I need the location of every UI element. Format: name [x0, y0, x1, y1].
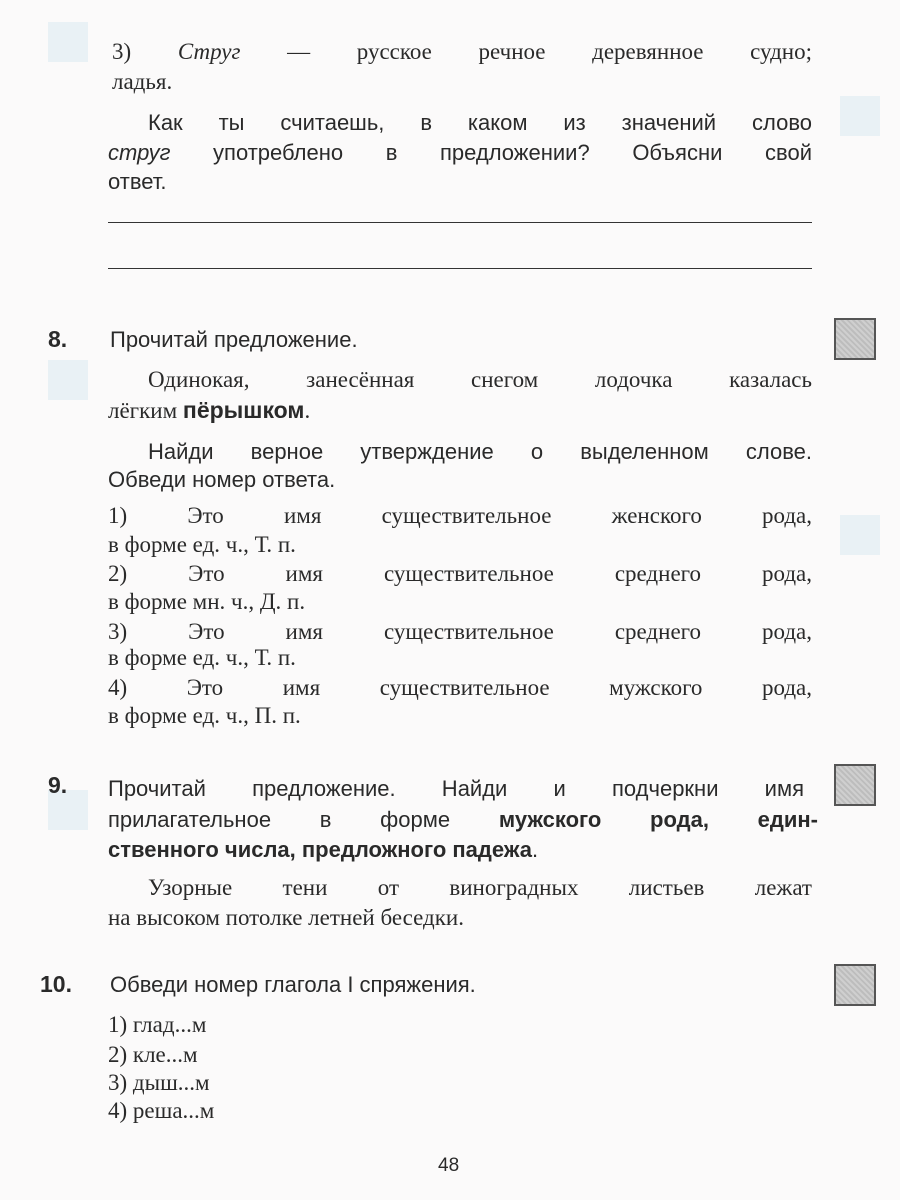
definition-3-line1: [112, 38, 812, 66]
sentence-line2: [108, 396, 310, 425]
verb-option-3[interactable]: 3) дыш...м: [108, 1070, 210, 1095]
instruction-bold: ственного числа, предложного падежа: [108, 837, 532, 862]
page-number: 48: [438, 1155, 460, 1176]
sentence-line1[interactable]: Узорные тени от виноградных листьев лежат: [148, 875, 812, 900]
definition-word: Струг: [177, 39, 241, 64]
task-instruction-line2: [108, 806, 818, 834]
task-number: 8.: [48, 326, 68, 352]
sentence-line1: Одинокая, занесённая снегом лодочка казалась: [148, 367, 812, 392]
bleed-through-box: [48, 360, 88, 400]
verb-option-4[interactable]: 4) реша...м: [108, 1098, 215, 1123]
task-instruction: Прочитай предложение.: [110, 327, 358, 352]
task-instruction-line1: Прочитай предложение. Найди и подчеркни имя: [108, 776, 804, 801]
sentence-text: лёгким: [108, 398, 178, 423]
sentence-end: .: [304, 398, 311, 423]
prompt-line1: Найди верное утверждение о выделенном слове.: [148, 439, 812, 464]
answer-option-2-cont[interactable]: в форме мн. ч., Д. п.: [108, 589, 306, 614]
task-instruction: Обведи номер глагола I спряжения.: [110, 972, 476, 997]
bleed-through-box: [840, 96, 880, 136]
task-number: 9.: [48, 772, 68, 798]
verb-option-1[interactable]: 1) глад...м: [108, 1012, 207, 1037]
question-word: струг: [108, 140, 171, 165]
task-instruction-line3: [108, 836, 538, 864]
answer-line[interactable]: [108, 268, 812, 269]
answer-option-3-cont[interactable]: в форме ед. ч., Т. п.: [108, 645, 296, 670]
instruction-end: .: [531, 837, 539, 862]
answer-option-1[interactable]: 1) Это имя существительное женского рода,: [108, 503, 812, 528]
question-line3: ответ.: [108, 169, 167, 194]
answer-option-1-cont[interactable]: в форме ед. ч., Т. п.: [108, 532, 296, 557]
question-line1: Как ты считаешь, в каком из значений слово: [148, 110, 812, 135]
highlighted-word: пёрышком: [182, 397, 305, 423]
score-box: [834, 964, 876, 1006]
prompt-line2: Обведи номер ответа.: [108, 467, 336, 492]
definition-text: — русское речное деревянное судно;: [287, 39, 812, 64]
answer-option-2[interactable]: 2) Это имя существительное среднего рода,: [108, 561, 812, 586]
score-box: [834, 764, 876, 806]
sentence-line2[interactable]: на высоком потолке летней беседки.: [108, 905, 464, 930]
instruction-bold: мужского рода, един-: [498, 807, 818, 832]
instruction-text: прилагательное в форме: [108, 807, 451, 832]
definition-number: 3): [112, 39, 132, 64]
question-line2: [108, 139, 812, 167]
task-number: 10.: [40, 971, 72, 997]
verb-option-2[interactable]: 2) кле...м: [108, 1042, 198, 1067]
question-text: употреблено в предложении? Объясни свой: [213, 140, 812, 165]
bleed-through-box: [840, 515, 880, 555]
bleed-through-box: [48, 22, 88, 62]
definition-3-line2: ладья.: [112, 69, 173, 94]
score-box: [834, 318, 876, 360]
answer-option-4[interactable]: 4) Это имя существительное мужского рода,: [108, 675, 812, 700]
answer-option-4-cont[interactable]: в форме ед. ч., П. п.: [108, 703, 301, 728]
answer-option-3[interactable]: 3) Это имя существительное среднего рода,: [108, 619, 812, 644]
answer-line[interactable]: [108, 222, 812, 223]
